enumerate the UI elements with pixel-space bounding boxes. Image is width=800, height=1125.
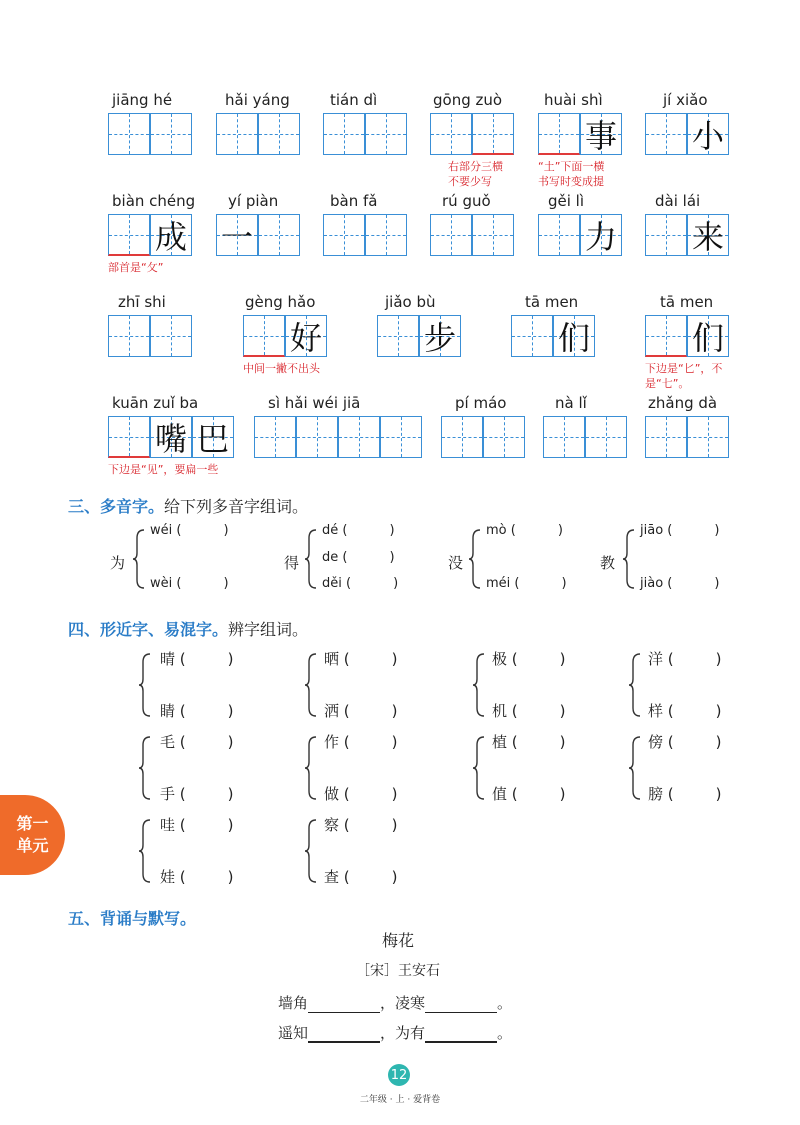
- char-lai: 来: [691, 218, 724, 256]
- hint-note: 不要少写: [448, 175, 492, 188]
- brace-icon: [138, 735, 152, 801]
- grid-cell-filled: [687, 315, 729, 357]
- grid-cell[interactable]: [296, 416, 338, 458]
- grid-cell-filled: [216, 214, 258, 256]
- answer-slot[interactable]: 晴 ( ): [160, 650, 234, 668]
- grid-cell-filled: [687, 113, 729, 155]
- answer-slot[interactable]: 值 ( ): [492, 785, 566, 803]
- grid-cell-filled: [419, 315, 461, 357]
- pinyin-si-hai-wei-jia: sì hǎi wéi jiā: [268, 394, 361, 412]
- answer-slot[interactable]: jiào ( ): [640, 576, 720, 591]
- answer-slot[interactable]: 察 ( ): [324, 816, 398, 834]
- brace-icon: [304, 735, 318, 801]
- section-title: 四、形近字、易混字。: [68, 620, 229, 639]
- pinyin-zhang-da: zhǎng dà: [648, 394, 718, 412]
- pinyin-tian-di: tián dì: [330, 91, 378, 109]
- brace-icon: [628, 735, 642, 801]
- pinyin-yi-pian: yí piàn: [228, 192, 279, 210]
- grid-cell[interactable]: [483, 416, 525, 458]
- answer-blank[interactable]: [425, 1041, 497, 1043]
- char-bu: 步: [423, 319, 456, 357]
- polyphone-char: 没: [448, 554, 464, 572]
- answer-slot[interactable]: wéi ( ): [150, 523, 229, 538]
- grid-cell[interactable]: [108, 315, 150, 357]
- pinyin-ji-xiao: jí xiǎo: [663, 91, 708, 109]
- grid-cell[interactable]: [243, 315, 285, 357]
- grid-cell[interactable]: [365, 214, 407, 256]
- grid-cell[interactable]: [645, 315, 687, 357]
- pinyin-huai-shi: huài shì: [544, 91, 603, 109]
- answer-slot[interactable]: děi ( ): [322, 576, 399, 591]
- grid-cell-filled: [285, 315, 327, 357]
- grid-cell[interactable]: [472, 113, 514, 155]
- polyphone-char: 教: [600, 554, 616, 572]
- poem-title: 梅花: [382, 931, 415, 950]
- grid-cell[interactable]: [150, 113, 192, 155]
- grid-cell[interactable]: [645, 416, 687, 458]
- grid-cell[interactable]: [254, 416, 296, 458]
- answer-slot[interactable]: dé ( ): [322, 523, 395, 538]
- grid-cell[interactable]: [258, 214, 300, 256]
- answer-slot[interactable]: 洒 ( ): [324, 702, 398, 720]
- answer-slot[interactable]: wèi ( ): [150, 576, 229, 591]
- answer-slot[interactable]: 娃 ( ): [160, 868, 234, 886]
- hint-note: 中间一撇不出头: [243, 362, 320, 375]
- pinyin-pi-mao: pí máo: [455, 394, 507, 412]
- grid-cell[interactable]: [645, 113, 687, 155]
- char-shi: 事: [584, 117, 617, 155]
- poem-author: ［宋］王安石: [356, 963, 440, 979]
- brace-icon: [468, 528, 482, 590]
- brace-icon: [304, 528, 318, 590]
- section-title-recite: 五、背诵与默写。: [68, 909, 197, 928]
- answer-slot[interactable]: 睛 ( ): [160, 702, 234, 720]
- hint-note: 右部分三横: [448, 160, 503, 173]
- char-li: 力: [584, 218, 617, 256]
- answer-slot[interactable]: 查 ( ): [324, 868, 398, 886]
- hint-note: 下边是“见”，要扁一些: [108, 463, 219, 476]
- grid-cell[interactable]: [365, 113, 407, 155]
- pinyin-dai-lai: dài lái: [655, 192, 701, 210]
- polyphone-char: 为: [110, 554, 126, 572]
- answer-slot[interactable]: 膀 ( ): [648, 785, 722, 803]
- section-title: 三、多音字。: [68, 497, 165, 516]
- answer-slot[interactable]: jiāo ( ): [640, 523, 720, 538]
- grid-cell[interactable]: [585, 416, 627, 458]
- answer-slot[interactable]: 样 ( ): [648, 702, 722, 720]
- brace-icon: [304, 818, 318, 884]
- char-cheng: 成: [154, 218, 187, 256]
- grid-cell[interactable]: [543, 416, 585, 458]
- unit-tab-line: 第一: [16, 814, 49, 833]
- grid-cell[interactable]: [108, 113, 150, 155]
- grid-cell[interactable]: [323, 113, 365, 155]
- pinyin-na-li: nà lǐ: [555, 394, 587, 412]
- grid-cell-filled: [192, 416, 234, 458]
- poem-line-2: 遥知 ，为有 。: [278, 1024, 513, 1042]
- pinyin-ru-guo: rú guǒ: [442, 192, 491, 210]
- pinyin-kuan-zui-ba: kuān zuǐ ba: [112, 394, 199, 412]
- grid-cell-filled: [553, 315, 595, 357]
- grid-cell[interactable]: [338, 416, 380, 458]
- grid-cell-filled: [687, 214, 729, 256]
- grid-cell[interactable]: [472, 214, 514, 256]
- char-men: 们: [557, 319, 590, 357]
- grid-cell[interactable]: [441, 416, 483, 458]
- section-title-similar-chars: [68, 617, 308, 640]
- section-instruction: 给下列多音字组词。: [164, 497, 309, 516]
- brace-icon: [472, 652, 486, 718]
- brace-icon: [132, 528, 146, 590]
- grid-cell[interactable]: [380, 416, 422, 458]
- hint-note: 是“七”。: [645, 377, 690, 390]
- hint-note: “土”下面一横: [538, 160, 605, 173]
- footer-text: 二年级 · 上 · 爱背卷: [359, 1095, 441, 1105]
- grid-cell[interactable]: [430, 214, 472, 256]
- grid-cell[interactable]: [538, 214, 580, 256]
- grid-cell[interactable]: [108, 214, 150, 256]
- grid-cell[interactable]: [687, 416, 729, 458]
- answer-slot[interactable]: 手 ( ): [160, 785, 234, 803]
- brace-icon: [304, 652, 318, 718]
- answer-slot[interactable]: méi ( ): [486, 576, 567, 591]
- grid-cell-filled: [150, 214, 192, 256]
- grid-cell[interactable]: [258, 113, 300, 155]
- poem-line-1: 墙角 ，凌寒 。: [278, 994, 513, 1012]
- grid-cell-filled: [580, 113, 622, 155]
- hint-note: 下边是“匕”，不: [645, 362, 723, 375]
- char-hao: 好: [289, 319, 322, 357]
- answer-slot[interactable]: 傍 ( ): [648, 733, 722, 751]
- pinyin-gong-zuo: gōng zuò: [433, 91, 503, 109]
- answer-blank[interactable]: [308, 1012, 380, 1013]
- answer-blank[interactable]: [425, 1012, 497, 1013]
- answer-slot[interactable]: 极 ( ): [492, 650, 566, 668]
- pinyin-jiang-he: jiāng hé: [112, 91, 173, 109]
- grid-cell[interactable]: [430, 113, 472, 155]
- char-yi: 一: [220, 218, 253, 256]
- pinyin-ta-men: tā men: [660, 293, 714, 311]
- brace-icon: [138, 818, 152, 884]
- brace-icon: [138, 652, 152, 718]
- hint-note: 书写时变成提: [538, 175, 604, 188]
- char-xiao: 小: [691, 117, 724, 155]
- char-men: 们: [691, 319, 724, 357]
- grid-cell[interactable]: [323, 214, 365, 256]
- pinyin-geng-hao: gèng hǎo: [245, 293, 316, 311]
- pinyin-bian-cheng: biàn chéng: [112, 192, 196, 210]
- answer-slot[interactable]: 毛 ( ): [160, 733, 234, 751]
- brace-icon: [628, 652, 642, 718]
- pinyin-jiao-bu: jiǎo bù: [385, 293, 436, 311]
- section-instruction: 辨字组词。: [228, 620, 309, 639]
- answer-slot[interactable]: 机 ( ): [492, 702, 566, 720]
- char-ba: 巴: [196, 420, 229, 458]
- grid-cell[interactable]: [538, 113, 580, 155]
- brace-icon: [472, 735, 486, 801]
- pinyin-hai-yang: hǎi yáng: [225, 91, 290, 109]
- pinyin-zhi-shi: zhī shi: [118, 293, 166, 311]
- answer-slot[interactable]: 作 ( ): [324, 733, 398, 751]
- polyphone-char: 得: [284, 554, 300, 572]
- answer-slot[interactable]: 晒 ( ): [324, 650, 398, 668]
- answer-slot[interactable]: mò ( ): [486, 523, 563, 538]
- answer-blank[interactable]: [308, 1041, 380, 1043]
- grid-cell[interactable]: [377, 315, 419, 357]
- page-number: 12: [388, 1064, 410, 1086]
- grid-cell[interactable]: [108, 416, 150, 458]
- grid-cell-filled: [580, 214, 622, 256]
- grid-cell[interactable]: [216, 113, 258, 155]
- hint-note: 部首是“攵”: [108, 261, 164, 274]
- unit-tab: [0, 795, 65, 875]
- answer-slot[interactable]: 哇 ( ): [160, 816, 234, 834]
- grid-cell[interactable]: [645, 214, 687, 256]
- grid-cell[interactable]: [150, 315, 192, 357]
- pinyin-ban-fa: bàn fǎ: [330, 192, 378, 210]
- unit-tab-line: 单元: [16, 836, 49, 855]
- section-title-polyphones: [68, 494, 308, 517]
- answer-slot[interactable]: 洋 ( ): [648, 650, 722, 668]
- answer-slot[interactable]: 做 ( ): [324, 785, 398, 803]
- brace-icon: [622, 528, 636, 590]
- answer-slot[interactable]: 植 ( ): [492, 733, 566, 751]
- char-zui: 嘴: [154, 420, 187, 458]
- answer-slot[interactable]: de ( ): [322, 550, 395, 565]
- pinyin-gei-li: gěi lì: [548, 192, 585, 210]
- grid-cell-filled: [150, 416, 192, 458]
- grid-cell[interactable]: [511, 315, 553, 357]
- pinyin-ta-men: tā men: [525, 293, 579, 311]
